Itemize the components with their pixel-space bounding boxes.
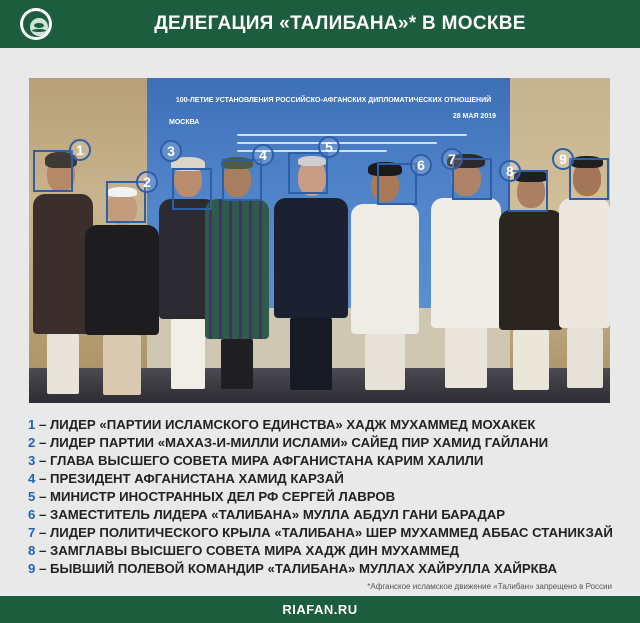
list-item: 5 – МИНИСТР ИНОСТРАННЫХ ДЕЛ РФ СЕРГЕЙ ЛАВРОВ xyxy=(28,489,396,504)
banner-title: 100-ЛЕТИЕ УСТАНОВЛЕНИЯ РОССИЙСКО-АФГАНСКИХ ДИПЛОМАТИЧЕСКИХ ОТНОШЕНИЙ xyxy=(175,97,492,104)
marker-1: 1 xyxy=(69,139,91,161)
face-box-9 xyxy=(569,158,609,200)
marker-2: 2 xyxy=(136,171,158,193)
list-item: 2 – ЛИДЕР ПАРТИИ «МАХАЗ-И-МИЛЛИ ИСЛАМИ» САЙЕД ПИР ХАМИД ГАЙЛАНИ xyxy=(28,435,549,450)
banner-city: МОСКВА xyxy=(169,119,200,126)
footer-bar xyxy=(0,596,640,623)
face-box-3 xyxy=(172,168,212,210)
face-box-5 xyxy=(288,152,328,194)
marker-8: 8 xyxy=(499,160,521,182)
list-item: 4 – ПРЕЗИДЕНТ АФГАНИСТАНА ХАМИД КАРЗАЙ xyxy=(28,471,344,486)
delegation-photo xyxy=(29,78,610,403)
marker-4: 4 xyxy=(252,144,274,166)
list-item: 8 – ЗАМГЛАВЫ ВЫСШЕГО СОВЕТА МИРА ХАДЖ ДИН МУХАММЕД xyxy=(28,543,460,558)
marker-6: 6 xyxy=(410,154,432,176)
marker-3: 3 xyxy=(160,140,182,162)
footnote: *Афганское исламское движение «Талибан» запрещено в России xyxy=(367,582,612,591)
marker-9: 9 xyxy=(552,148,574,170)
face-box-4 xyxy=(222,159,262,201)
banner-date: 28 МАЯ 2019 xyxy=(452,113,496,120)
person-list xyxy=(28,416,618,578)
list-item: 6 – ЗАМЕСТИТЕЛЬ ЛИДЕРА «ТАЛИБАНА» МУЛЛА АБДУЛ ГАНИ БАРАДАР xyxy=(28,507,506,522)
list-item: 1 – ЛИДЕР «ПАРТИИ ИСЛАМСКОГО ЕДИНСТВА» ХАДЖ МУХАММЕД МОХАКЕК xyxy=(28,417,536,432)
list-item: 3 – ГЛАВА ВЫСШЕГО СОВЕТА МИРА АФГАНИСТАНА КАРИМ ХАЛИЛИ xyxy=(28,453,484,468)
person-5 xyxy=(274,160,348,390)
list-item: 9 – БЫВШИЙ ПОЛЕВОЙ КОМАНДИР «ТАЛИБАНА» МУЛЛАХ ХАЙРУЛЛА ХАЙРКВА xyxy=(28,561,558,576)
page-title: ДЕЛЕГАЦИЯ «ТАЛИБАНА»* В МОСКВЕ xyxy=(154,13,526,34)
face-box-1 xyxy=(33,150,73,192)
marker-5: 5 xyxy=(318,136,340,158)
riafan-logo-icon[interactable] xyxy=(20,8,52,40)
header-bar xyxy=(0,0,640,48)
site-link[interactable]: RIAFAN.RU xyxy=(282,602,358,617)
list-item: 7 – ЛИДЕР ПОЛИТИЧЕСКОГО КРЫЛА «ТАЛИБАНА» ШЕР МУХАММЕД АББАС СТАНИКЗАЙ xyxy=(28,525,613,540)
marker-7: 7 xyxy=(441,148,463,170)
person-1 xyxy=(33,158,93,388)
